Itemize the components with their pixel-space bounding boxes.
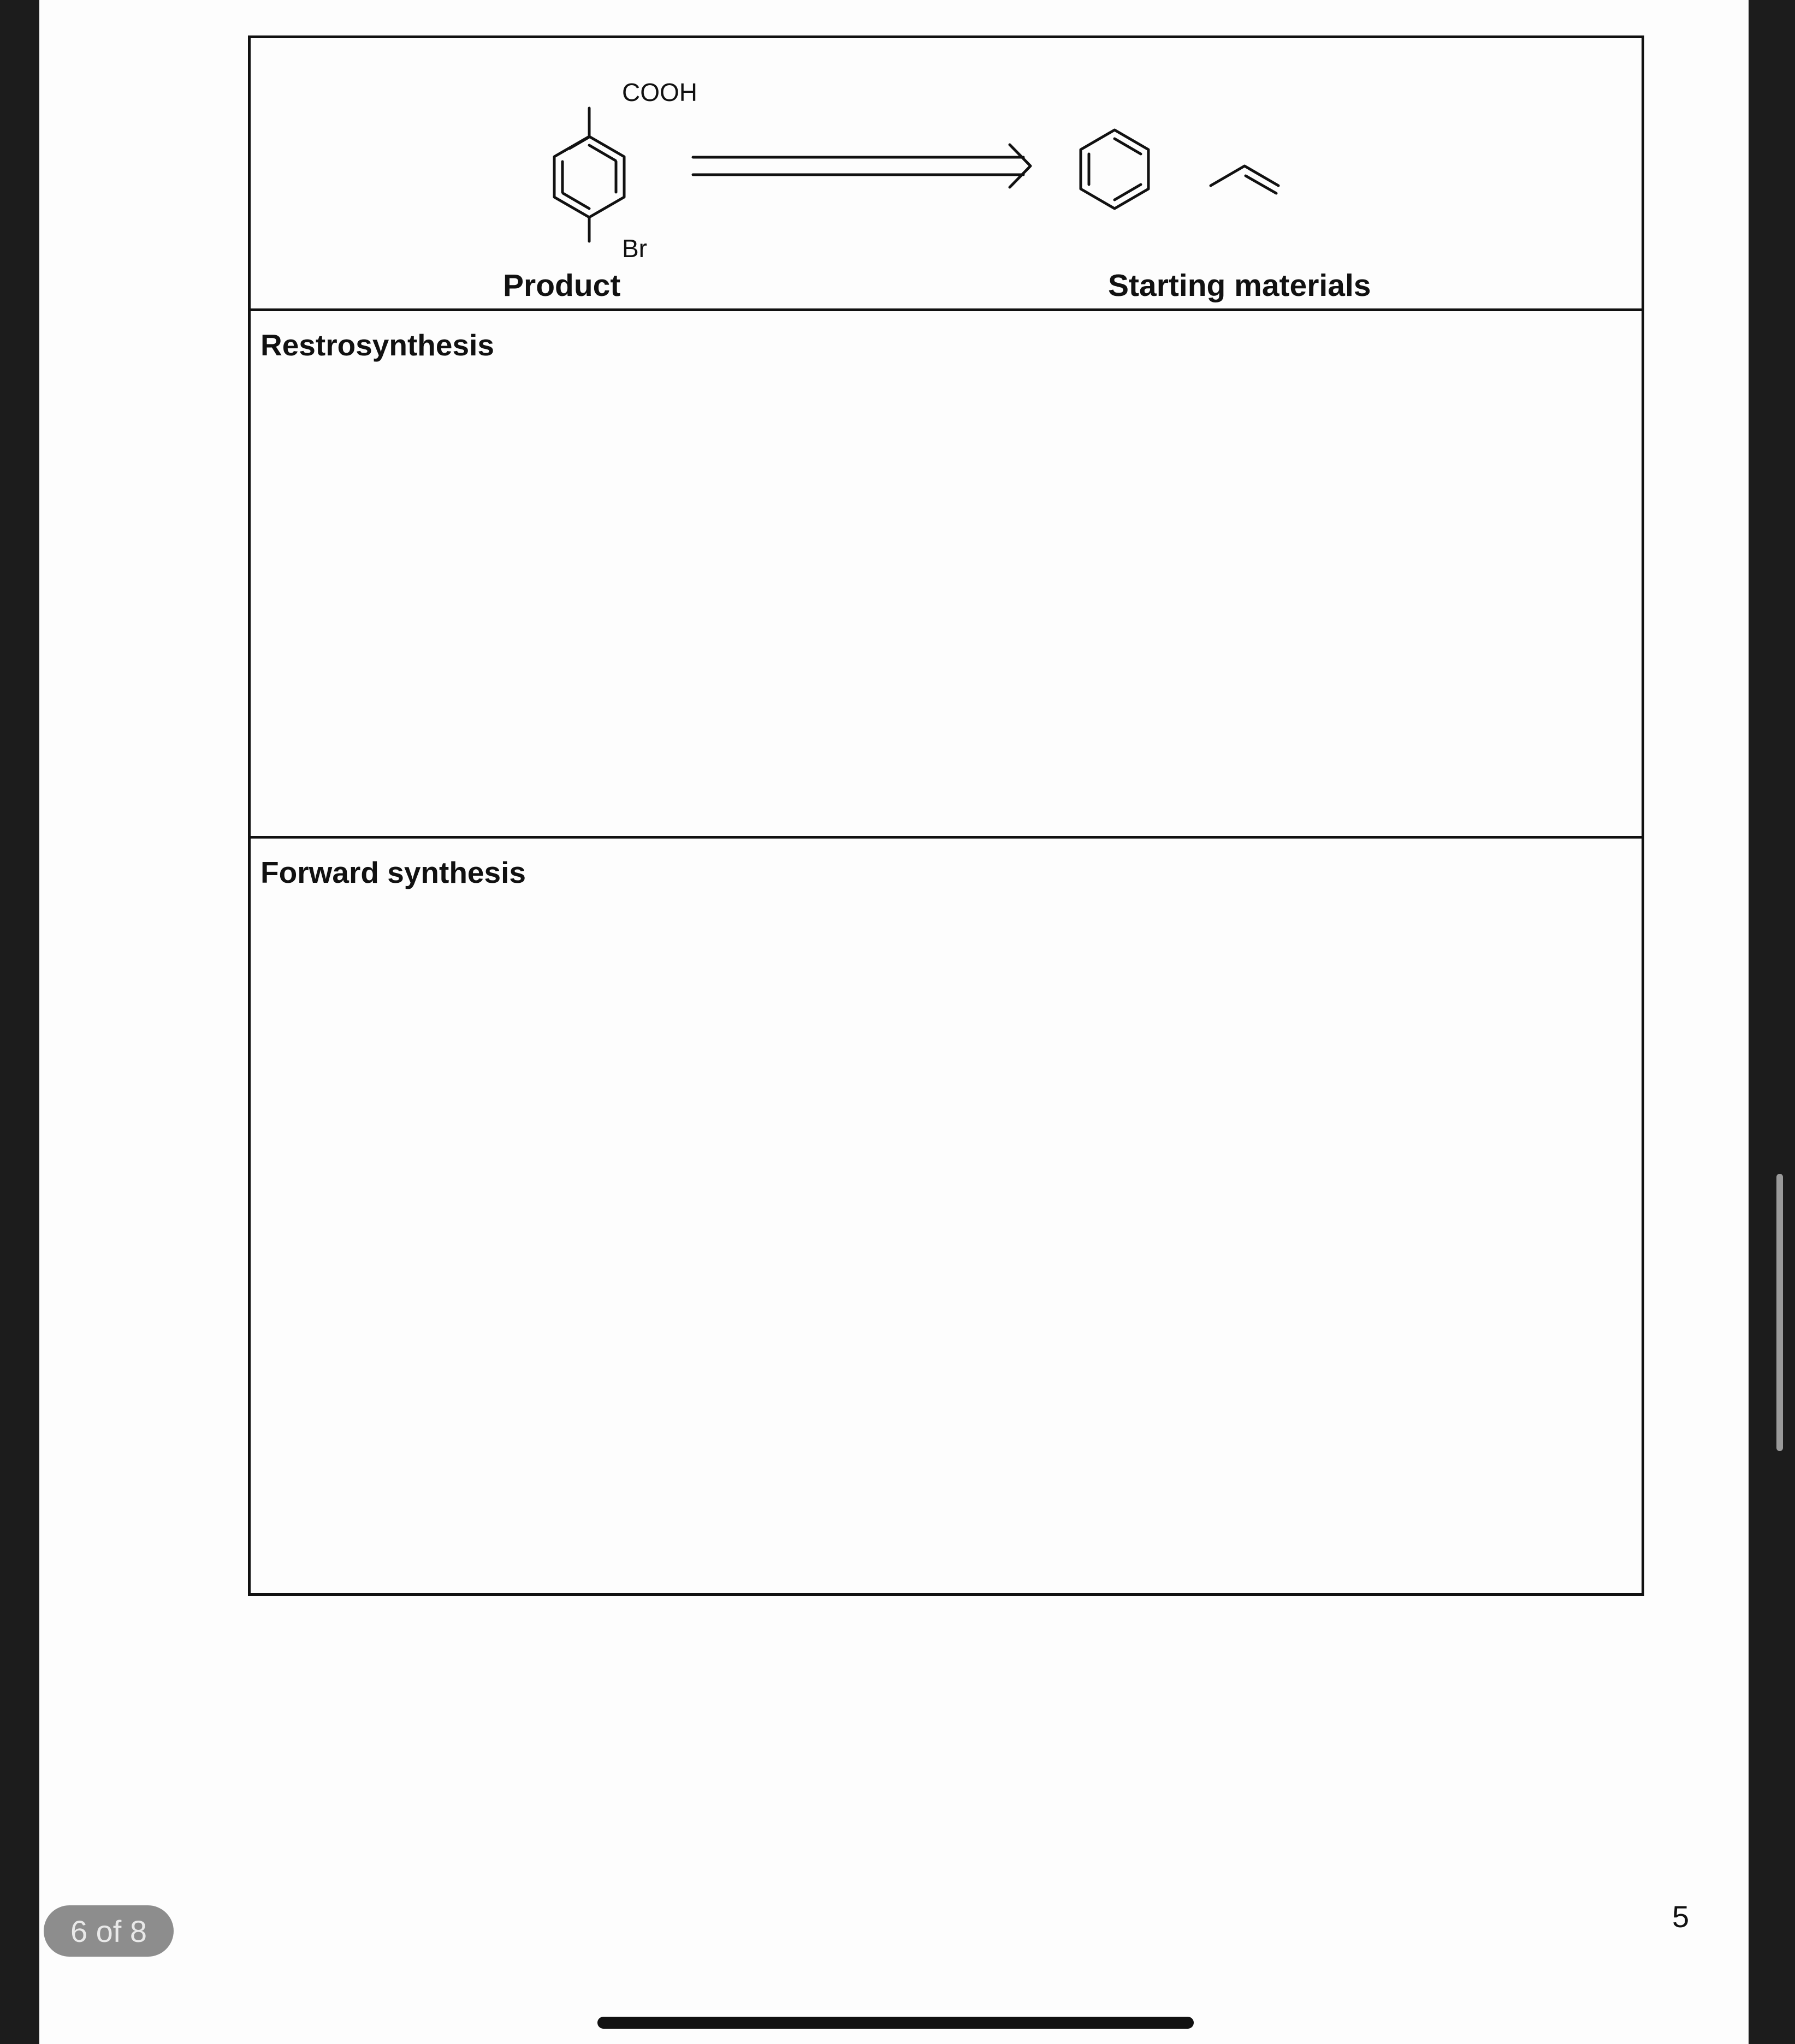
propene-icon <box>1211 166 1278 193</box>
benzene-icon <box>1081 130 1148 209</box>
retrosynthesis-cell[interactable] <box>251 311 1642 839</box>
reaction-scheme-cell <box>251 38 1642 311</box>
starting-materials-label: Starting materials <box>1108 268 1371 303</box>
forward-synthesis-heading: Forward synthesis <box>260 855 526 889</box>
page-indicator-pill[interactable]: 6 of 8 <box>44 1905 174 1957</box>
forward-synthesis-cell[interactable] <box>251 839 1642 1596</box>
worksheet-table <box>248 35 1644 1596</box>
product-benzene-ring-icon <box>554 108 624 241</box>
reaction-scheme <box>251 38 1642 308</box>
home-indicator-bar[interactable] <box>597 2017 1194 2029</box>
cooh-label: COOH <box>622 78 697 106</box>
br-label: Br <box>622 234 647 263</box>
retrosynthesis-heading: Restrosynthesis <box>260 328 494 362</box>
retrosynthetic-arrow-icon <box>693 145 1030 187</box>
product-label: Product <box>503 268 621 303</box>
scrollbar-thumb[interactable] <box>1776 1174 1783 1451</box>
page-number: 5 <box>1672 1899 1690 1934</box>
document-page[interactable] <box>39 0 1749 2044</box>
